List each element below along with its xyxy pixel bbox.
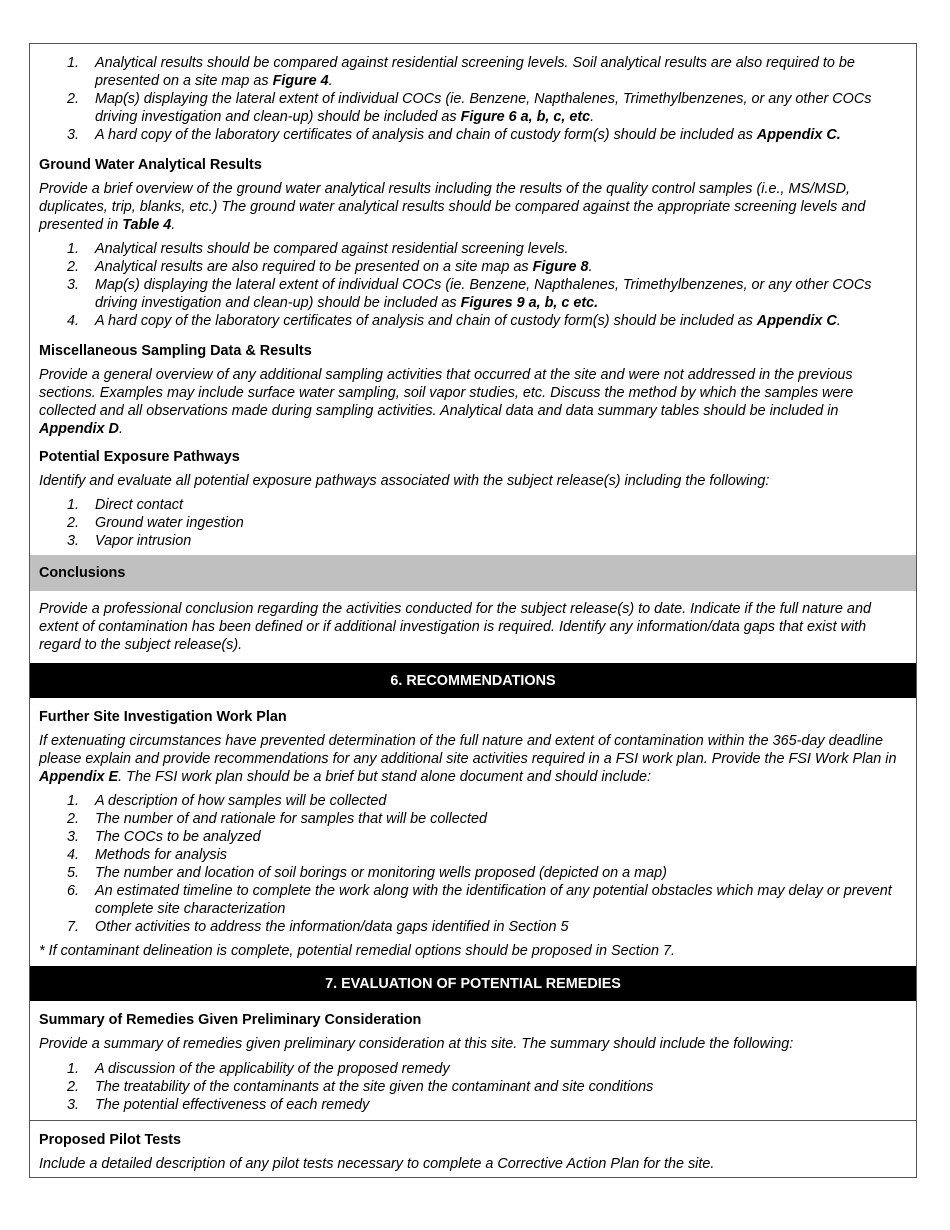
- list-number: 7.: [67, 919, 80, 935]
- list-item: [39, 810, 906, 828]
- exposure-pathways-heading: Potential Exposure Pathways: [39, 449, 240, 465]
- text-run: The potential effectiveness of each remedy: [95, 1097, 370, 1113]
- bold-reference: Figure 4: [272, 73, 329, 89]
- misc-sampling-paragraph: [39, 366, 906, 438]
- text-run: The number and location of soil borings or monitoring wells proposed (depicted on a map): [95, 865, 667, 881]
- section-7-header-bar: [30, 966, 916, 1001]
- text-run: .: [328, 73, 333, 89]
- soil-results-list: [39, 54, 906, 144]
- text-run: Include a detailed description of any pilot tests necessary to complete a Corrective Action Plan for the site.: [39, 1156, 715, 1172]
- text-run: Analytical results should be compared against residential screening levels. Soil analytical results are also required to be presented on a site map as: [95, 55, 855, 89]
- list-item: [39, 54, 906, 90]
- section-6-header-bar: [30, 663, 916, 698]
- text-run: Map(s) displaying the lateral extent of individual COCs (ie. Benzene, Napthalenes, Trimethylbenzenes, or any other COCs driving investigation and clean-up) should be included as: [95, 91, 872, 125]
- text-run: Direct contact: [95, 497, 183, 513]
- exposure-pathways-paragraph: [39, 472, 906, 490]
- ground-water-section: [30, 144, 916, 330]
- text-run: The COCs to be analyzed: [95, 829, 261, 845]
- list-number: 3.: [67, 533, 80, 549]
- list-item: [39, 532, 906, 550]
- text-run: Provide a general overview of any additional sampling activities that occurred at the site and were not addressed in the previous sections. Examples may include surface water sampling, soil vapor studies, etc. Discuss the method by which the samples were collected and all observations made during sampling activities. Analytical data and data summary tables should be included in: [39, 367, 854, 419]
- pilot-tests-heading: Proposed Pilot Tests: [39, 1132, 182, 1148]
- text-run: Map(s) displaying the lateral extent of individual COCs (ie. Benzene, Napthalenes, Trimethylbenzenes, or any other COCs driving investigation and clean-up) should be included as: [95, 277, 872, 311]
- pilot-tests-section: [30, 1121, 916, 1173]
- text-run: The treatability of the contaminants at the site given the contaminant and site conditions: [95, 1079, 654, 1095]
- list-item: [39, 514, 906, 532]
- list-item: [39, 496, 906, 514]
- ground-water-heading: Ground Water Analytical Results: [39, 157, 262, 173]
- list-number: 2.: [67, 811, 80, 827]
- text-run: .: [836, 313, 841, 329]
- list-number: 1.: [67, 55, 80, 71]
- text-run: A hard copy of the laboratory certificates of analysis and chain of custody form(s) should be included as: [95, 313, 757, 329]
- exposure-pathways-list: [39, 496, 906, 550]
- text-run: Methods for analysis: [95, 847, 227, 863]
- fsi-work-plan-list: [39, 792, 906, 936]
- text-run: . The FSI work plan should be a brief but stand alone document and should include:: [118, 769, 651, 785]
- list-item: [39, 312, 906, 330]
- fsi-work-plan-paragraph: [39, 732, 906, 786]
- section-6-title: 6. RECOMMENDATIONS: [390, 672, 556, 689]
- list-item: [39, 258, 906, 276]
- list-item: [39, 126, 906, 144]
- list-item: [39, 846, 906, 864]
- list-item: [39, 240, 906, 258]
- fsi-note: * If contaminant delineation is complete, potential remedial options should be proposed in Section 7.: [39, 943, 675, 959]
- list-number: 1.: [67, 1061, 80, 1077]
- form-page: [29, 43, 917, 1178]
- text-run: Vapor intrusion: [95, 533, 192, 549]
- exposure-pathways-section: [30, 438, 916, 550]
- list-number: 1.: [67, 497, 80, 513]
- bold-reference: Appendix C: [756, 313, 837, 329]
- text-run: Analytical results are also required to be presented on a site map as: [95, 259, 533, 275]
- list-number: 2.: [67, 515, 80, 531]
- text-run: .: [118, 421, 123, 437]
- text-run: The number of and rationale for samples that will be collected: [95, 811, 487, 827]
- soil-results-section: [30, 44, 916, 144]
- list-number: 1.: [67, 241, 80, 257]
- remedies-summary-section: [30, 1001, 916, 1120]
- list-item: [39, 918, 906, 936]
- text-run: .: [590, 109, 595, 125]
- list-item: [39, 828, 906, 846]
- text-run: Provide a brief overview of the ground water analytical results including the results of the quality control samples (i.e., MS/MSD, duplicates, trip, blanks, etc.) The ground water analytical results should be compared against the appropriate screening levels and presented in: [39, 181, 866, 233]
- list-number: 5.: [67, 865, 80, 881]
- text-run: A discussion of the applicability of the proposed remedy: [95, 1061, 450, 1077]
- list-number: 1.: [67, 793, 80, 809]
- ground-water-list: [39, 240, 906, 330]
- bold-reference: Appendix E: [39, 769, 119, 785]
- text-run: Other activities to address the information/data gaps identified in Section 5: [95, 919, 569, 935]
- list-item: [39, 882, 906, 918]
- section-7-title: 7. EVALUATION OF POTENTIAL REMEDIES: [325, 975, 621, 992]
- remedies-summary-heading: Summary of Remedies Given Preliminary Consideration: [39, 1012, 422, 1028]
- list-item: [39, 1078, 906, 1096]
- text-run: Provide a professional conclusion regarding the activities conducted for the subject release(s) to date. Indicate if the full nature and extent of contamination has been defined or if additional investigation is required. Identify any information/data gaps that exist with regard to the subject release(s).: [39, 601, 871, 653]
- bold-reference: Table 4: [122, 217, 172, 233]
- bold-reference: Appendix C.: [756, 127, 841, 143]
- list-item: [39, 276, 906, 312]
- misc-sampling-heading: Miscellaneous Sampling Data & Results: [39, 343, 312, 359]
- text-run: A hard copy of the laboratory certificates of analysis and chain of custody form(s) should be included as: [95, 127, 757, 143]
- bold-reference: Figures 9 a, b, c etc.: [460, 295, 599, 311]
- remedies-summary-list: [39, 1060, 906, 1114]
- text-run: .: [171, 217, 176, 233]
- bold-reference: Figure 6 a, b, c, etc: [460, 109, 591, 125]
- list-item: [39, 1060, 906, 1078]
- pilot-tests-paragraph: [39, 1155, 906, 1173]
- list-number: 3.: [67, 829, 80, 845]
- text-run: If extenuating circumstances have prevented determination of the full nature and extent of contamination within the 365-day deadline please explain and provide recommendations for any additional site activities required in a FSI work plan. Provide the FSI Work Plan in: [39, 733, 897, 767]
- list-number: 2.: [67, 91, 80, 107]
- list-number: 3.: [67, 277, 80, 293]
- fsi-work-plan-heading: Further Site Investigation Work Plan: [39, 709, 287, 725]
- text-run: Provide a summary of remedies given preliminary consideration at this site. The summary should include the following:: [39, 1036, 794, 1052]
- text-run: An estimated timeline to complete the work along with the identification of any potential obstacles which may delay or prevent complete site characterization: [95, 883, 892, 917]
- conclusions-section: [30, 591, 916, 663]
- list-number: 6.: [67, 883, 80, 899]
- list-item: [39, 90, 906, 126]
- list-number: 4.: [67, 847, 80, 863]
- conclusions-paragraph: [39, 600, 906, 654]
- text-run: Analytical results should be compared against residential screening levels.: [95, 241, 569, 257]
- text-run: Ground water ingestion: [95, 515, 244, 531]
- remedies-summary-paragraph: [39, 1035, 906, 1053]
- list-item: [39, 792, 906, 810]
- list-item: [39, 1096, 906, 1114]
- list-number: 4.: [67, 313, 80, 329]
- list-number: 3.: [67, 1097, 80, 1113]
- list-number: 2.: [67, 1079, 80, 1095]
- bold-reference: Appendix D: [39, 421, 119, 437]
- conclusions-heading: Conclusions: [39, 565, 126, 581]
- text-run: .: [588, 259, 593, 275]
- ground-water-paragraph: [39, 180, 906, 234]
- text-run: Identify and evaluate all potential exposure pathways associated with the subject release(s) including the following:: [39, 473, 770, 489]
- bold-reference: Figure 8: [532, 259, 589, 275]
- misc-sampling-section: [30, 330, 916, 438]
- list-number: 2.: [67, 259, 80, 275]
- list-number: 3.: [67, 127, 80, 143]
- list-item: [39, 864, 906, 882]
- conclusions-header-bar: [30, 555, 916, 591]
- fsi-work-plan-section: [30, 698, 916, 966]
- text-run: A description of how samples will be collected: [95, 793, 387, 809]
